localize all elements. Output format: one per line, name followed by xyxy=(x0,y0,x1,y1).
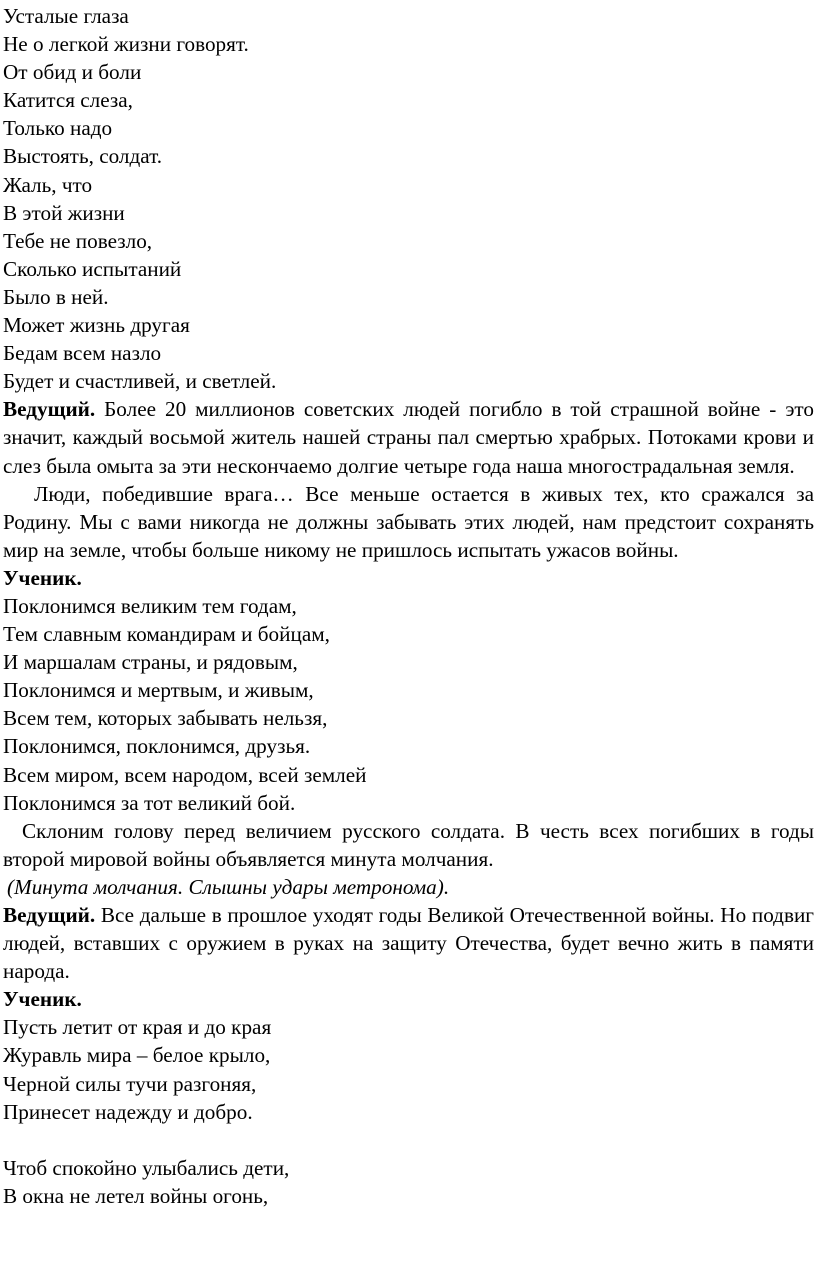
poem-line: Принесет надежду и добро. xyxy=(3,1099,253,1124)
poem-line: Сколько испытаний xyxy=(3,256,182,281)
host-text: Все дальше в прошлое уходят годы Великой Отечественной войны. Но подвиг людей, вставших с оружием в руках на защиту Отечества, будет вечно жить в памяти народа. xyxy=(3,903,814,984)
poem-line: Поклонимся и мертвым, и живым, xyxy=(3,678,314,703)
poem-line: Выстоять, солдат. xyxy=(3,144,163,169)
poem-line: Усталые глаза xyxy=(3,4,129,28)
poem-line: Поклонимся за тот великий бой. xyxy=(3,790,296,815)
poem-line: Жаль, что xyxy=(3,172,93,197)
poem-line: Журавль мира – белое крыло, xyxy=(3,1043,271,1068)
stanza-gap xyxy=(3,1126,814,1154)
poem-line: Было в ней. xyxy=(3,284,109,309)
poem-line: Бедам всем назло xyxy=(3,341,162,366)
poem-line: Поклонимся, поклонимся, друзья. xyxy=(3,734,311,759)
speaker-label-host: Ведущий. xyxy=(3,903,96,927)
stage-direction: (Минута молчания. Слышны удары метронома). xyxy=(7,874,450,899)
poem-line: Чтоб спокойно улыбались дети, xyxy=(3,1155,290,1180)
poem-line: Только надо xyxy=(3,116,113,141)
poem-line: И маршалам страны, и рядовым, xyxy=(3,650,298,675)
poem-line: Поклонимся великим тем годам, xyxy=(3,593,297,618)
poem-line: От обид и боли xyxy=(3,60,142,85)
host-paragraph-2: Люди, победившие врага… Все меньше остается в живых тех, кто сражался за Родину. Мы с вами никогда не должны забывать этих людей, нам предстоит сохранять мир на земле, чтобы больше никому не пришлось испытать ужасов войны. xyxy=(3,481,814,562)
silence-paragraph: Склоним голову перед величием русского солдата. В честь всех погибших в годы второй мировой войны объявляется минута молчания. xyxy=(3,818,814,871)
speaker-label-host: Ведущий. xyxy=(3,397,96,422)
poem-line: В этой жизни xyxy=(3,200,125,225)
poem-line: Черной силы тучи разгоняя, xyxy=(3,1071,257,1096)
poem-line: Всем тем, которых забывать нельзя, xyxy=(3,706,328,731)
poem-line: Пусть летит от края и до края xyxy=(3,1015,272,1040)
poem-line: Тем славным командирам и бойцам, xyxy=(3,622,330,647)
poem-line: Не о легкой жизни говорят. xyxy=(3,32,249,57)
poem-4 xyxy=(3,1154,814,1210)
poem-1 xyxy=(3,2,814,395)
host-paragraph-1 xyxy=(3,395,814,479)
host-paragraph-3 xyxy=(3,901,814,985)
poem-line: Катится слеза, xyxy=(3,88,133,113)
poem-line: Будет и счастливей, и светлей. xyxy=(3,369,277,394)
host-text: Более 20 миллионов советских людей погибло в той страшной войне - это значит, каждый восьмой житель нашей страны пал смертью храбрых. Потоками крови и слез была омыта за эти нескончаемо долгие четыре года наша многострадальная земля. xyxy=(3,397,814,478)
poem-line: Тебе не повезло, xyxy=(3,228,153,253)
poem-line: Всем миром, всем народом, всей землей xyxy=(3,762,367,787)
speaker-label-student: Ученик. xyxy=(3,565,82,590)
poem-3 xyxy=(3,1013,814,1125)
poem-line: Может жизнь другая xyxy=(3,313,190,338)
speaker-label-student: Ученик. xyxy=(3,987,82,1012)
poem-2 xyxy=(3,592,814,817)
poem-line: В окна не летел войны огонь, xyxy=(3,1183,269,1208)
